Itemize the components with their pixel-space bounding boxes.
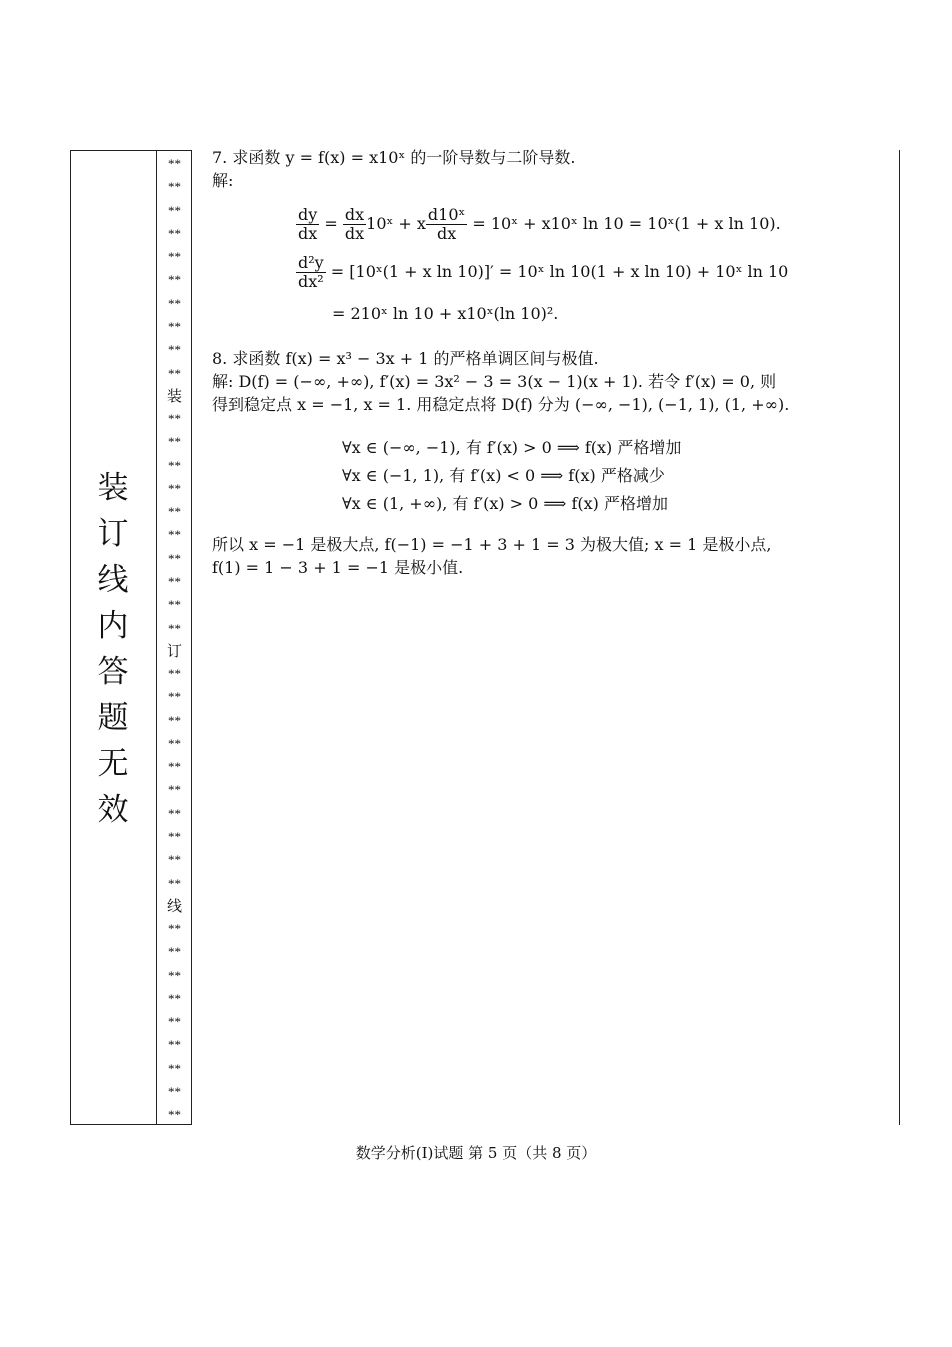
- exam-content: [212, 146, 872, 577]
- binding-star-marker: **: [168, 759, 181, 775]
- binding-star-marker: **: [168, 665, 181, 681]
- warning-char: 题: [97, 700, 129, 736]
- binding-star-marker: **: [168, 342, 181, 358]
- binding-star-marker: **: [168, 597, 181, 613]
- binding-star-marker: **: [168, 225, 181, 241]
- binding-star-marker: **: [168, 179, 181, 195]
- binding-star-marker: **: [168, 944, 181, 960]
- fraction-d2y-dx2: [296, 254, 326, 291]
- case-interval-2: ∀x ∈ (−1, 1), 有 f′(x) < 0 ⟹ f(x) 严格减少: [342, 466, 665, 485]
- binding-star-marker: **: [168, 712, 181, 728]
- binding-star-marker: **: [168, 1107, 181, 1123]
- problem-7-question: 7. 求函数 y = f(x) = x10ˣ 的一阶导数与二阶导数.: [212, 148, 576, 167]
- conclusion-line-2: f(1) = 1 − 3 + 1 = −1 是极小值.: [212, 558, 464, 577]
- binding-star-marker: **: [168, 689, 181, 705]
- fraction-d10x-dx: [426, 206, 467, 243]
- binding-star-marker: **: [168, 574, 181, 590]
- warning-char: 线: [97, 562, 129, 598]
- equation-first-derivative-rhs: = 10ˣ + x10ˣ ln 10 = 10ˣ(1 + x ln 10).: [472, 214, 781, 233]
- page-footer: 数学分析(I)试题 第 5 页（共 8 页）: [355, 1144, 597, 1162]
- binding-star-marker: **: [168, 1060, 181, 1076]
- problem-8-question: 8. 求函数 f(x) = x³ − 3x + 1 的严格单调区间与极值.: [212, 349, 599, 368]
- binding-star-marker: **: [168, 875, 181, 891]
- binding-star-marker: **: [168, 202, 181, 218]
- binding-star-marker: **: [168, 249, 181, 265]
- fraction-numerator: d10ˣ: [427, 205, 466, 224]
- equation-second-derivative-rhs: = [10ˣ(1 + x ln 10)]′ = 10ˣ ln 10(1 + x ln 10) + 10ˣ ln 10: [330, 262, 789, 281]
- problem-8-solution-line-1: 解: D(f) = (−∞, +∞), f′(x) = 3x² − 3 = 3(x − 1)(x + 1). 若令 f′(x) = 0, 则: [212, 372, 777, 391]
- case-interval-1: ∀x ∈ (−∞, −1), 有 f′(x) > 0 ⟹ f(x) 严格增加: [342, 438, 682, 457]
- warning-char: 装: [97, 470, 129, 506]
- binding-star-marker: **: [168, 920, 181, 936]
- binding-warning-text: [70, 465, 156, 833]
- binding-star-marker: **: [168, 735, 181, 751]
- binding-star-marker: **: [168, 967, 181, 983]
- problem-8-solution-line-2: 得到稳定点 x = −1, x = 1. 用稳定点将 D(f) 分为 (−∞, −1), (−1, 1), (1, +∞).: [212, 395, 790, 414]
- warning-char: 答: [97, 654, 129, 690]
- binding-char-marker: 线: [166, 896, 182, 915]
- warning-char: 内: [97, 608, 129, 644]
- binding-star-marker: **: [168, 1037, 181, 1053]
- binding-star-marker: **: [168, 852, 181, 868]
- binding-star-marker: **: [168, 527, 181, 543]
- binding-star-marker: **: [168, 457, 181, 473]
- binding-star-marker: **: [168, 365, 181, 381]
- conclusion-line-1: 所以 x = −1 是极大点, f(−1) = −1 + 3 + 1 = 3 为极大值; x = 1 是极小点,: [212, 535, 772, 554]
- binding-star-marker: **: [168, 504, 181, 520]
- warning-char: 订: [97, 516, 129, 552]
- fraction-denominator: dx: [344, 224, 365, 243]
- binding-char-marker: 装: [166, 386, 182, 405]
- fraction-denominator: dx: [436, 224, 457, 243]
- binding-marker-column: [157, 152, 192, 1127]
- warning-char: 效: [97, 792, 129, 828]
- equation-second-derivative: [296, 254, 788, 291]
- equation-middle-term: 10ˣ + x: [366, 214, 426, 233]
- monotonicity-cases: [342, 434, 681, 518]
- warning-char: 无: [97, 746, 129, 782]
- equation-first-derivative: [296, 206, 781, 243]
- binding-star-marker: **: [168, 295, 181, 311]
- right-margin-rule: [899, 150, 900, 1125]
- binding-star-marker: **: [168, 272, 181, 288]
- fraction-dx-dx: [343, 206, 366, 243]
- fraction-numerator: dy: [298, 205, 318, 224]
- binding-star-marker: **: [168, 480, 181, 496]
- binding-star-marker: **: [168, 990, 181, 1006]
- problem-7-derivation: [212, 192, 872, 352]
- fraction-numerator: dx: [344, 205, 365, 224]
- fraction-dy-dx: [296, 206, 319, 243]
- binding-star-marker: **: [168, 319, 181, 335]
- binding-star-marker: **: [168, 434, 181, 450]
- equation-second-derivative-simplified: = 210ˣ ln 10 + x10ˣ(ln 10)².: [332, 304, 559, 323]
- fraction-denominator: dx: [298, 224, 318, 243]
- problem-7-solution-label: 解:: [212, 171, 234, 190]
- binding-star-marker: **: [168, 805, 181, 821]
- fraction-denominator: dx²: [298, 272, 324, 291]
- binding-star-marker: **: [168, 550, 181, 566]
- fraction-numerator: d²y: [298, 253, 324, 272]
- binding-star-marker: **: [168, 410, 181, 426]
- binding-star-marker: **: [168, 620, 181, 636]
- binding-star-marker: **: [168, 829, 181, 845]
- binding-char-marker: 订: [166, 641, 182, 660]
- binding-star-marker: **: [168, 1014, 181, 1030]
- case-interval-3: ∀x ∈ (1, +∞), 有 f′(x) > 0 ⟹ f(x) 严格增加: [342, 494, 668, 513]
- equals-sign: =: [324, 214, 338, 233]
- binding-star-marker: **: [168, 1083, 181, 1099]
- binding-star-marker: **: [168, 782, 181, 798]
- problem-8-conclusion: [212, 533, 872, 579]
- problem-8: [212, 347, 872, 416]
- binding-star-marker: **: [168, 156, 181, 171]
